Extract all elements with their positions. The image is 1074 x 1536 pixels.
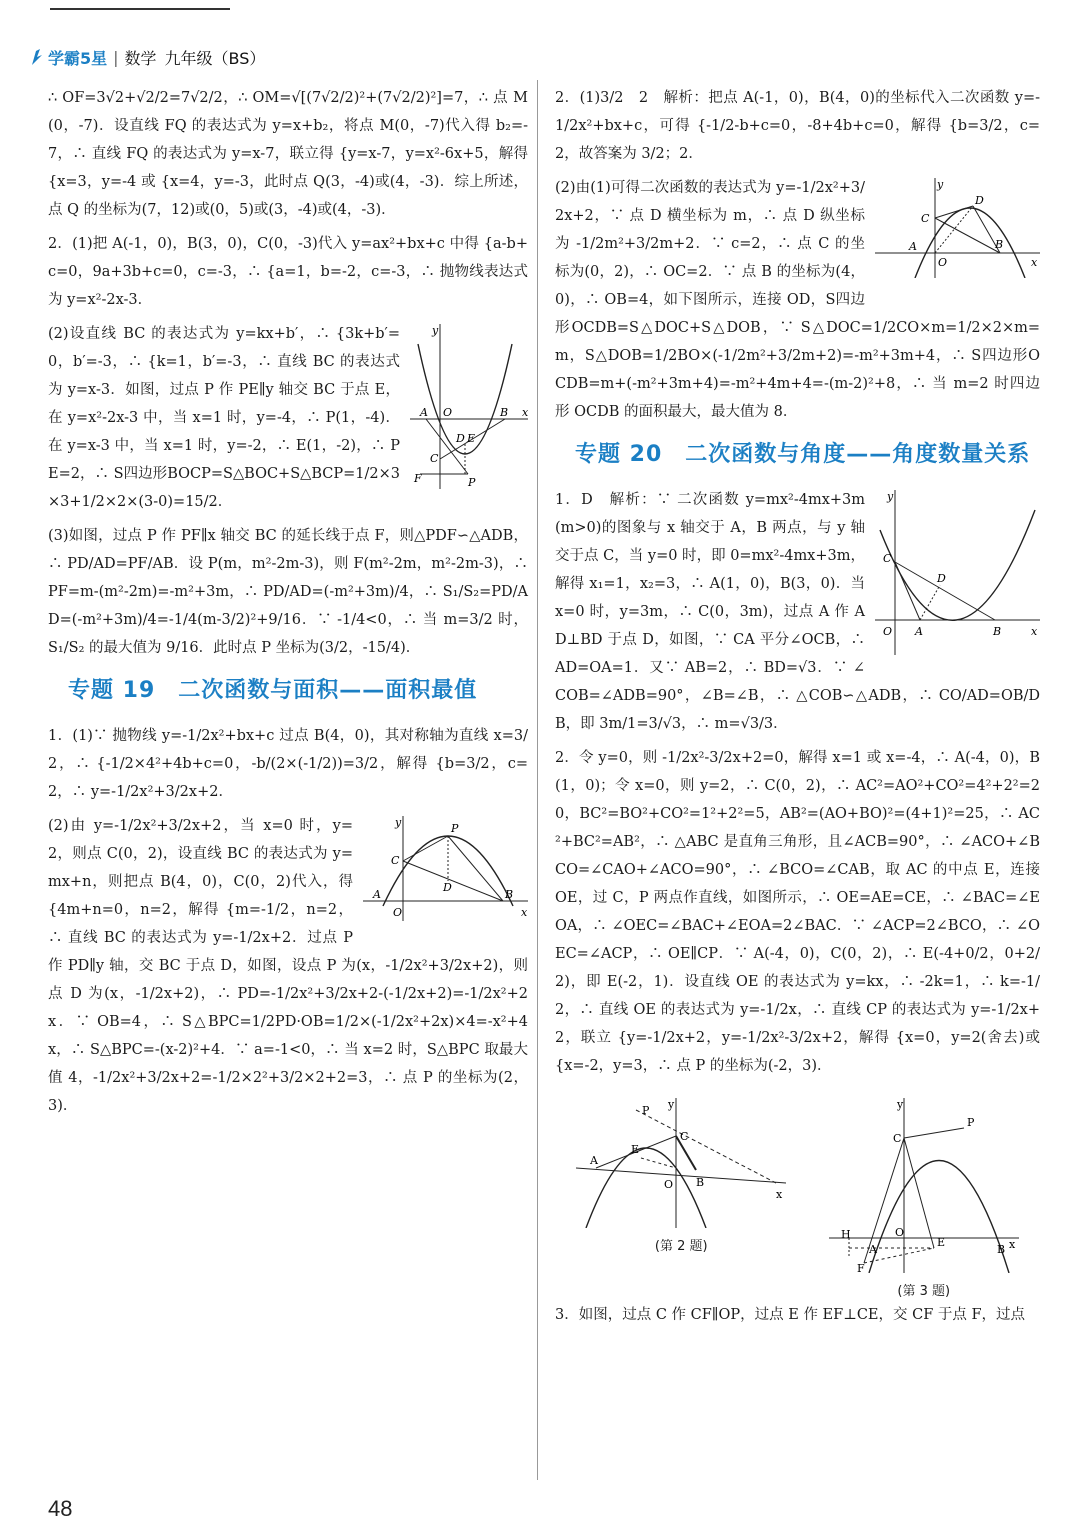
parabola-graph-4 [875,490,1040,655]
svg-text:C: C [430,452,439,465]
svg-text:O: O [443,406,453,419]
page-number: 48 [48,1496,73,1521]
svg-text:x: x [1031,256,1038,269]
parabola-graph-5 [576,1098,786,1228]
subject: 数学 [124,48,157,68]
left-paragraph-3: (2)设直线 BC 的表达式为 y=kx+b′，∴ {3k+b′=0，b′=-3，∴ {k=1，b′=-3，∴ 直线 BC 的表达式为 y=x-3．如图，过点 P 作 PE∥y 轴交 BC 于点 E，在 y=x²-2x-3 中，当 x=1 时，y=-4，∴ P(1，-4)．在 y=x-3 中，当 x=1 时，y=-2，∴ E(1，-2)，∴ PE=2，∴ S四边形BOCP=S△BOC+S△BCP=1/2×3×3+1/2×2×(3-0)=15/2． [48,326,400,510]
page-header [30,40,1040,74]
left-paragraph-5: 1．(1)∵ 抛物线 y=-1/2x²+bx+c 过点 B(4，0)，其对称轴为直线 x=3/2，∴ {-1/2×4²+4b+c=0，-b/(2×(-1/2))=3/2，解得 {b=3/2，c=2，∴ y=-1/2x²+3/2x+2． [48,728,528,800]
right-paragraph-5: 3．如图，过点 C 作 CF∥OP，过点 E 作 EF⊥CE，交 CF 于点 F，过点 [555,1307,1026,1323]
left-paragraph-4: (3)如图，过点 P 作 PF∥x 轴交 BC 的延长线于点 F，则△PDF∽△ADB，∴ PD/AD=PF/AB．设 P(m，m²-2m-3)，则 F(m²-2m，m²-2m-3)，∴ PF=m-(m²-2m)=-m²+3m，∴ PD/AD=(-m²+3m)/4，∴ S₁/S₂=PD/AD=(-m²+3m)/4=-1/4(m-3/2)²+9/16．∵ -1/4<0，∴ 当 m=3/2 时，S₁/S₂ 的最大值为 9/16．此时点 P 坐标为(3/2，-15/4)． [48,528,528,656]
brand-name: 学霸5星 [48,48,108,68]
svg-text:E: E [631,1143,640,1156]
right-paragraph-2: (2)由(1)可得二次函数的表达式为 y=-1/2x²+3/2x+2，∵ 点 D 横坐标为 m，∴ 点 D 纵坐标为 -1/2m²+3/2m+2．∵ c=2，∴ 点 C 的坐标为(0，2)，∴ OC=2．∵ 点 B 的坐标为(4，0)，∴ OB=4，如下图所示，连接 OD，S四边形OCDB=S△DOC+S△DOB，∵ S△DOC=1/2CO×m=1/2×2×m=m，S△DOB=1/2BO×(-1/2m²+3/2m+2)=-m²+3m+4，∴ S四边形OCDB=m+(-m²+3m+4)=-m²+4m+4=-(m-2)²+8，∴ 当 m=2 时四边形 OCDB 的面积最大，最大值为 8． [555,180,1040,420]
figure-row [555,1098,1040,1301]
section-title-20: 专题 20 二次函数与角度——角度数量关系 [575,442,1031,467]
svg-text:y: y [896,1098,903,1111]
figure-ocdb [875,178,1040,288]
header-separator: | [113,47,119,67]
grade: 九年级（BS） [164,48,266,68]
svg-text:H: H [840,1228,851,1241]
parabola-graph-2 [363,816,528,921]
svg-text:C: C [680,1130,689,1143]
svg-text:A: A [373,888,381,901]
svg-text:x: x [776,1188,783,1201]
svg-text:C: C [391,854,400,867]
svg-text:P: P [966,1116,975,1129]
svg-text:A: A [420,406,428,419]
svg-text:A: A [590,1154,599,1167]
svg-text:y: y [668,1098,675,1111]
svg-text:B: B [993,625,1002,638]
svg-text:y: y [937,178,944,191]
figure-pbc [363,816,528,931]
svg-text:A: A [909,240,917,253]
svg-text:x: x [522,406,528,419]
svg-text:D: D [443,881,452,894]
svg-text:P: P [451,822,459,835]
svg-text:O: O [664,1178,674,1191]
svg-text:O: O [894,1226,904,1239]
svg-text:P: P [642,1104,650,1117]
svg-text:B: B [995,238,1004,251]
left-paragraph-1: ∴ OF=3√2+√2/2=7√2/2，∴ OM=√[(7√2/2)²+(7√2/2)²]=7，∴ 点 M(0，-7)．设直线 FQ 的表达式为 y=x+b₂，将点 M(0，-7)代入得 b₂=-7，∴ 直线 FQ 的表达式为 y=x-7，联立得 {y=x-7，y=x²-6x+5，解得 {x=3，y=-4 或 {x=4，y=-3，此时点 Q(3，-4)或(4，-3)．综上所述，点 Q 的坐标为(7，12)或(0，5)或(3，-4)或(4，-3)． [48,90,528,218]
svg-text:x: x [521,906,528,919]
left-column [48,84,528,1126]
svg-text:A: A [868,1243,877,1256]
caption-q2: (第 2 题) [654,1239,708,1254]
svg-text:y: y [432,324,439,337]
svg-text:C: C [921,212,930,225]
svg-text:C: C [883,552,892,565]
svg-text:O: O [883,625,893,638]
svg-text:F: F [414,472,422,485]
svg-text:O: O [938,256,948,269]
figure-q3 [829,1098,1019,1301]
svg-text:O: O [393,906,403,919]
svg-text:y: y [887,490,894,503]
right-paragraph-1: 2．(1)3/2 2 解析：把点 A(-1，0)，B(4，0)的坐标代入二次函数 y=-1/2x²+bx+c，可得 {-1/2-b+c=0，-8+4b+c=0，解得 {b=3/2，c=2，故答案为 3/2；2． [555,90,1040,162]
right-column [555,84,1040,1335]
svg-text:P: P [468,476,476,489]
svg-text:D: D [456,432,465,445]
svg-text:B: B [996,1243,1005,1256]
svg-text:A: A [915,625,923,638]
figure-q2 [576,1098,786,1301]
svg-text:B: B [500,406,509,419]
right-paragraph-4: 2．令 y=0，则 -1/2x²-3/2x+2=0，解得 x=1 或 x=-4，∴ A(-4，0)，B(1，0)；令 x=0，则 y=2，∴ C(0，2)，∴ AC²=AO²+CO²=4²+2²=20，BC²=BO²+CO²=1²+2²=5，AB²=(AO+BO)²=(4+1)²=25，∴ AC²+BC²=AB²，∴ △ABC 是直角三角形，且∠ACB=90°，∴ ∠ACO+∠BCO=∠CAO+∠ACO=90°，∴ ∠BCO=∠CAB，取 AC 的中点 E，连接 OE，过 C，P 两点作直线，如图所示，∴ OE=AE=CE，∴ ∠BAC=∠EOA，∴ ∠OEC=∠BAC+∠EOA=2∠BAC．∵ ∠ACP=2∠BCO，∴ ∠OEC=∠ACP，∴ OE∥CP．∵ A(-4，0)，C(0，2)，∴ E(-4+0/2，0+2/2)，即 E(-2，1)．设直线 OE 的表达式为 y=kx，∴ -2k=1，∴ k=-1/2，∴ 直线 OE 的表达式为 y=-1/2x，∴ 直线 CP 的表达式为 y=-1/2x+2，联立 {y=-1/2x+2，y=-1/2x²-3/2x+2，解得 {x=0，y=2(舍去)或 {x=-2，y=3，∴ 点 P 的坐标为(-2，3)． [555,750,1040,1074]
figure-bc-parabola [410,324,528,499]
svg-text:D: D [975,194,984,207]
figure-cob-adb [875,490,1040,665]
left-paragraph-6: (2)由 y=-1/2x²+3/2x+2，当 x=0 时，y=2，则点 C(0，2)，设直线 BC 的表达式为 y=mx+n，则把点 B(4，0)，C(0，2)代入，得 {4m+n=0，n=2，解得 {m=-1/2，n=2，∴ 直线 BC 的表达式为 y=-1/2x+2．过点 P 作 PD∥y 轴，交 BC 于点 D，如图，设点 P 为(x，-1/2x²+3/2x+2)，则点 D 为(x，-1/2x+2)，∴ PD=-1/2x²+3/2x+2-(-1/2x+2)=-1/2x²+2x．∵ OB=4，∴ S△BPC=1/2PD·OB=1/2×(-1/2x²+2x)×4=-x²+4x，∴ S△BPC=-(x-2)²+4．∵ a=-1<0，∴ 当 x=2 时，S△BPC 取最大值 4，-1/2x²+3/2x+2=-1/2×2²+3/2×2+2=3，∴ 点 P 的坐标为(2，3)． [48,818,528,1114]
svg-text:E: E [467,432,476,445]
brand [30,46,107,69]
svg-text:x: x [1031,625,1038,638]
left-paragraph-2: 2．(1)把 A(-1，0)，B(3，0)，C(0，-3)代入 y=ax²+bx+c 中得 {a-b+c=0，9a+3b+c=0，c=-3，∴ {a=1，b=-2，c=-3，∴ 抛物线表达式为 y=x²-2x-3． [48,236,528,308]
right-paragraph-3: 1．D 解析：∵ 二次函数 y=mx²-4mx+3m(m>0)的图象与 x 轴交于 A，B 两点，与 y 轴交于点 C，当 y=0 时，即 0=mx²-4mx+3m，解得 x₁=1，x₂=3，∴ A(1，0)，B(3，0)．当 x=0 时，y=3m，∴ C(0，3m)，过点 A 作 AD⊥BD 于点 D，如图，∵ CA 平分∠OCB，∴ AD=OA=1．又∵ AB=2，∴ BD=√3．∵ ∠COB=∠ADB=90°，∠B=∠B，∴ △COB∽△ADB，∴ CO/AD=OB/DB，即 3m/1=3/√3，∴ m=√3/3． [555,492,1040,732]
section-title-19: 专题 19 二次函数与面积——面积最值 [68,678,478,703]
column-divider [537,80,538,1480]
svg-text:y: y [395,816,402,829]
svg-text:C: C [892,1132,902,1145]
svg-text:x: x [1008,1238,1015,1251]
svg-text:B: B [505,888,514,901]
parabola-graph-6 [829,1098,1019,1273]
parabola-graph-1 [410,324,528,489]
parabola-graph-3 [875,178,1040,278]
brand-logo-icon [30,47,44,67]
header-rule [50,8,230,10]
svg-text:D: D [937,572,946,585]
caption-q3: (第 3 题) [897,1284,951,1299]
svg-text:F: F [856,1262,865,1273]
svg-text:B: B [696,1176,705,1189]
svg-text:E: E [936,1236,945,1249]
